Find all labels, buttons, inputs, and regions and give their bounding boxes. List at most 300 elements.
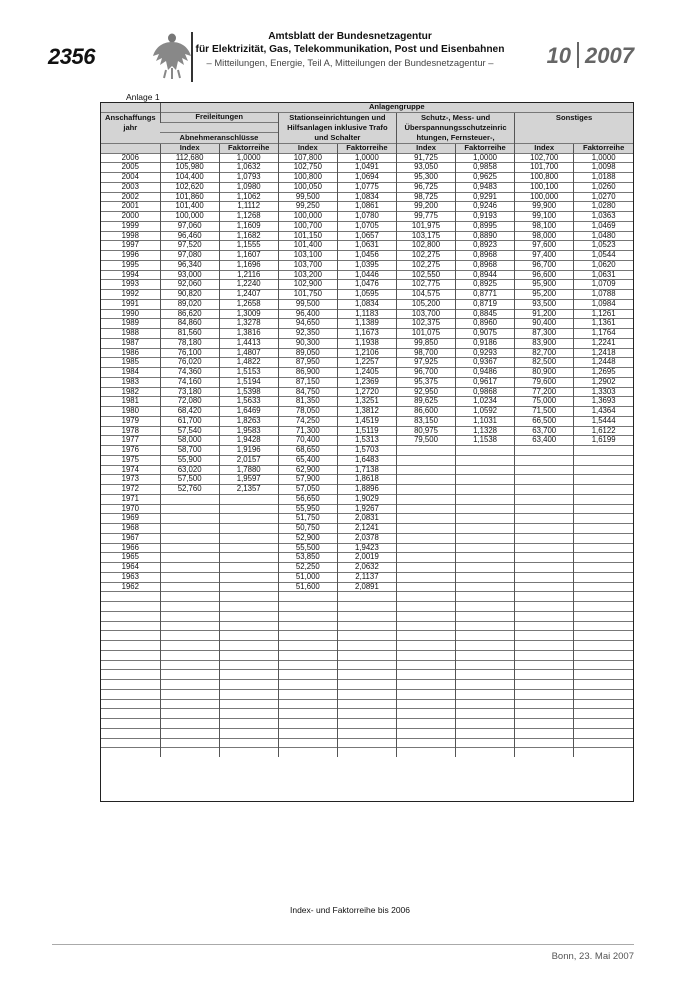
factor-cell: 0,9486 xyxy=(456,368,515,378)
factor-cell: 1,9428 xyxy=(219,436,278,446)
empty-cell xyxy=(574,699,633,709)
year-cell: 1993 xyxy=(101,280,160,290)
index-cell: 100,000 xyxy=(160,212,219,222)
table-row xyxy=(101,348,633,358)
subheader-index: Index xyxy=(515,143,574,153)
factor-cell xyxy=(456,582,515,592)
index-cell: 96,725 xyxy=(396,182,455,192)
empty-cell xyxy=(219,709,278,719)
index-cell: 50,750 xyxy=(278,524,337,534)
table-row xyxy=(101,182,633,192)
empty-cell xyxy=(396,670,455,680)
empty-cell xyxy=(219,699,278,709)
table-row xyxy=(101,260,633,270)
factor-cell: 1,0280 xyxy=(574,202,633,212)
factor-cell: 0,9367 xyxy=(456,358,515,368)
table-body xyxy=(101,153,633,757)
empty-cell xyxy=(219,602,278,612)
table-row xyxy=(101,387,633,397)
empty-cell xyxy=(219,611,278,621)
factor-cell: 1,2240 xyxy=(219,280,278,290)
factor-cell: 1,0793 xyxy=(219,173,278,183)
factor-cell: 1,4822 xyxy=(219,358,278,368)
index-cell: 97,400 xyxy=(515,251,574,261)
index-cell: 102,375 xyxy=(396,319,455,329)
index-cell: 99,100 xyxy=(515,212,574,222)
data-table xyxy=(101,103,633,757)
group3-line1: Schutz-, Mess- und xyxy=(420,112,491,122)
index-cell: 55,500 xyxy=(278,543,337,553)
empty-cell xyxy=(396,709,455,719)
table-row xyxy=(101,163,633,173)
empty-cell xyxy=(219,680,278,690)
index-cell: 82,500 xyxy=(515,358,574,368)
empty-cell xyxy=(515,602,574,612)
index-cell: 100,800 xyxy=(515,173,574,183)
index-cell: 84,860 xyxy=(160,319,219,329)
empty-cell xyxy=(337,748,396,757)
year-cell: 1971 xyxy=(101,494,160,504)
table-row xyxy=(101,338,633,348)
subheader-factor: Faktorreihe xyxy=(456,143,515,153)
index-cell: 74,250 xyxy=(278,416,337,426)
factor-cell: 1,0595 xyxy=(337,290,396,300)
empty-cell xyxy=(278,689,337,699)
index-cell: 70,400 xyxy=(278,436,337,446)
factor-cell: 1,2658 xyxy=(219,299,278,309)
index-cell xyxy=(160,524,219,534)
year-cell: 1997 xyxy=(101,241,160,251)
empty-cell xyxy=(337,631,396,641)
table-row xyxy=(101,582,633,592)
table-row xyxy=(101,563,633,573)
factor-cell xyxy=(574,553,633,563)
index-cell: 66,500 xyxy=(515,416,574,426)
factor-cell xyxy=(574,446,633,456)
factor-cell: 1,9267 xyxy=(337,504,396,514)
factor-cell xyxy=(456,553,515,563)
year-cell: 1979 xyxy=(101,416,160,426)
factor-cell xyxy=(219,582,278,592)
year-cell: 1986 xyxy=(101,348,160,358)
factor-cell: 0,9075 xyxy=(456,329,515,339)
index-cell: 91,725 xyxy=(396,153,455,163)
index-cell xyxy=(160,543,219,553)
factor-cell: 2,1241 xyxy=(337,524,396,534)
index-cell: 86,600 xyxy=(396,407,455,417)
factor-cell xyxy=(456,524,515,534)
empty-cell xyxy=(101,719,160,729)
index-cell xyxy=(396,485,455,495)
factor-cell: 1,1261 xyxy=(574,309,633,319)
factor-cell xyxy=(574,572,633,582)
index-cell: 57,900 xyxy=(278,475,337,485)
index-cell xyxy=(396,572,455,582)
empty-cell xyxy=(219,592,278,602)
index-cell xyxy=(515,514,574,524)
index-cell: 51,750 xyxy=(278,514,337,524)
empty-cell xyxy=(456,689,515,699)
index-cell: 102,275 xyxy=(396,260,455,270)
index-cell: 93,000 xyxy=(160,270,219,280)
empty-cell xyxy=(574,602,633,612)
index-cell xyxy=(160,494,219,504)
issue-number: 10 xyxy=(546,43,572,68)
factor-cell xyxy=(219,524,278,534)
empty-cell xyxy=(219,641,278,651)
index-cell: 96,700 xyxy=(396,368,455,378)
year-cell: 1991 xyxy=(101,299,160,309)
year-cell: 1967 xyxy=(101,533,160,543)
factor-cell: 1,3303 xyxy=(574,387,633,397)
factor-cell: 1,0363 xyxy=(574,212,633,222)
table-row xyxy=(101,543,633,553)
empty-cell xyxy=(456,748,515,757)
index-cell: 101,075 xyxy=(396,329,455,339)
subheader-factor: Faktorreihe xyxy=(574,143,633,153)
factor-cell: 1,1268 xyxy=(219,212,278,222)
empty-cell xyxy=(456,650,515,660)
factor-cell xyxy=(456,504,515,514)
year-cell: 2005 xyxy=(101,163,160,173)
publication-subtitle: – Mitteilungen, Energie, Teil A, Mitteilungen der Bundesnetzagentur – xyxy=(206,57,494,68)
factor-cell: 1,0523 xyxy=(574,241,633,251)
factor-cell: 1,6483 xyxy=(337,455,396,465)
table-row xyxy=(101,212,633,222)
index-cell: 101,750 xyxy=(278,290,337,300)
factor-cell: 1,0861 xyxy=(337,202,396,212)
factor-cell: 1,0476 xyxy=(337,280,396,290)
year-cell: 1973 xyxy=(101,475,160,485)
index-cell xyxy=(396,533,455,543)
year-cell: 1975 xyxy=(101,455,160,465)
factor-cell: 1,7138 xyxy=(337,465,396,475)
empty-cell xyxy=(574,728,633,738)
empty-cell xyxy=(278,670,337,680)
group3-line3: htungen, Fernsteuer-, xyxy=(416,132,495,142)
index-cell xyxy=(396,465,455,475)
index-cell: 63,700 xyxy=(515,426,574,436)
empty-cell xyxy=(574,592,633,602)
factor-cell xyxy=(574,465,633,475)
empty-cell xyxy=(160,602,219,612)
table-row xyxy=(101,290,633,300)
empty-cell xyxy=(101,611,160,621)
index-cell: 63,020 xyxy=(160,465,219,475)
factor-cell xyxy=(456,563,515,573)
index-cell: 104,400 xyxy=(160,173,219,183)
empty-cell xyxy=(574,641,633,651)
year-cell: 1998 xyxy=(101,231,160,241)
factor-cell: 1,5153 xyxy=(219,368,278,378)
empty-cell xyxy=(278,611,337,621)
empty-cell xyxy=(396,689,455,699)
index-cell: 84,750 xyxy=(278,387,337,397)
factor-cell: 1,1938 xyxy=(337,338,396,348)
index-cell: 57,050 xyxy=(278,485,337,495)
factor-cell xyxy=(456,455,515,465)
factor-cell: 1,0000 xyxy=(574,153,633,163)
table-row xyxy=(101,533,633,543)
table-row xyxy=(101,270,633,280)
table-row xyxy=(101,465,633,475)
empty-cell xyxy=(101,602,160,612)
subheader-factor: Faktorreihe xyxy=(219,143,278,153)
footer-rule xyxy=(52,944,634,945)
factor-cell: 1,1682 xyxy=(219,231,278,241)
index-cell: 101,400 xyxy=(160,202,219,212)
index-cell xyxy=(160,553,219,563)
empty-cell xyxy=(278,719,337,729)
index-cell: 79,500 xyxy=(396,436,455,446)
factor-cell: 1,5398 xyxy=(219,387,278,397)
empty-cell xyxy=(337,689,396,699)
empty-cell xyxy=(160,699,219,709)
issue-label xyxy=(547,42,634,69)
factor-cell: 2,0378 xyxy=(337,533,396,543)
index-cell xyxy=(396,494,455,504)
empty-row xyxy=(101,680,633,690)
page-number: 2356 xyxy=(48,44,95,69)
factor-cell: 1,0788 xyxy=(574,290,633,300)
empty-cell xyxy=(101,689,160,699)
index-cell: 71,500 xyxy=(515,407,574,417)
empty-cell xyxy=(278,738,337,748)
factor-cell: 1,0234 xyxy=(456,397,515,407)
empty-cell xyxy=(278,699,337,709)
year-cell: 1987 xyxy=(101,338,160,348)
year-cell: 2001 xyxy=(101,202,160,212)
empty-row xyxy=(101,689,633,699)
factor-cell xyxy=(456,543,515,553)
index-cell xyxy=(515,475,574,485)
year-cell: 1968 xyxy=(101,524,160,534)
year-cell: 1999 xyxy=(101,221,160,231)
factor-cell: 1,1555 xyxy=(219,241,278,251)
factor-cell xyxy=(456,465,515,475)
group2-line3: und Schalter xyxy=(314,132,361,142)
index-cell: 63,400 xyxy=(515,436,574,446)
empty-cell xyxy=(101,670,160,680)
table-row xyxy=(101,358,633,368)
factor-cell: 1,0098 xyxy=(574,163,633,173)
table-row xyxy=(101,514,633,524)
empty-cell xyxy=(574,738,633,748)
index-cell: 91,200 xyxy=(515,309,574,319)
year-cell: 1964 xyxy=(101,563,160,573)
factor-cell: 0,8995 xyxy=(456,221,515,231)
index-cell: 52,760 xyxy=(160,485,219,495)
empty-cell xyxy=(396,719,455,729)
index-cell: 99,775 xyxy=(396,212,455,222)
factor-cell: 1,4519 xyxy=(337,416,396,426)
index-cell: 51,600 xyxy=(278,582,337,592)
empty-cell xyxy=(278,602,337,612)
empty-row xyxy=(101,631,633,641)
factor-cell: 1,9029 xyxy=(337,494,396,504)
factor-cell: 1,3812 xyxy=(337,407,396,417)
factor-cell: 1,2257 xyxy=(337,358,396,368)
table-row xyxy=(101,504,633,514)
subheader-index: Index xyxy=(278,143,337,153)
empty-cell xyxy=(515,621,574,631)
index-cell: 107,800 xyxy=(278,153,337,163)
index-cell xyxy=(515,543,574,553)
index-cell xyxy=(396,553,455,563)
table-caption: Index- und Faktorreihe bis 2006 xyxy=(289,905,411,915)
factor-cell: 1,3693 xyxy=(574,397,633,407)
index-cell: 90,820 xyxy=(160,290,219,300)
index-cell: 95,375 xyxy=(396,377,455,387)
factor-cell: 1,0775 xyxy=(337,182,396,192)
table-row xyxy=(101,397,633,407)
subheader-index: Index xyxy=(396,143,455,153)
factor-cell: 1,0000 xyxy=(219,153,278,163)
factor-cell xyxy=(219,514,278,524)
empty-cell xyxy=(278,748,337,757)
empty-cell xyxy=(456,592,515,602)
year-cell: 1963 xyxy=(101,572,160,582)
empty-cell xyxy=(456,670,515,680)
empty-cell xyxy=(456,728,515,738)
index-cell: 55,950 xyxy=(278,504,337,514)
year-cell: 1984 xyxy=(101,368,160,378)
index-cell: 89,020 xyxy=(160,299,219,309)
index-cell: 62,900 xyxy=(278,465,337,475)
empty-cell xyxy=(574,719,633,729)
index-cell xyxy=(515,533,574,543)
empty-cell xyxy=(337,670,396,680)
index-cell: 55,900 xyxy=(160,455,219,465)
empty-cell xyxy=(219,670,278,680)
factor-cell xyxy=(219,494,278,504)
empty-cell xyxy=(101,748,160,757)
factor-cell xyxy=(574,533,633,543)
index-cell: 83,900 xyxy=(515,338,574,348)
factor-cell: 1,0709 xyxy=(574,280,633,290)
empty-cell xyxy=(101,728,160,738)
index-cell: 112,680 xyxy=(160,153,219,163)
empty-row xyxy=(101,641,633,651)
table-row xyxy=(101,446,633,456)
index-cell xyxy=(160,572,219,582)
index-cell: 87,950 xyxy=(278,358,337,368)
factor-cell: 1,0480 xyxy=(574,231,633,241)
factor-cell: 0,8925 xyxy=(456,280,515,290)
empty-cell xyxy=(396,699,455,709)
factor-cell xyxy=(574,504,633,514)
empty-cell xyxy=(337,728,396,738)
year-cell: 1962 xyxy=(101,582,160,592)
factor-cell: 0,8890 xyxy=(456,231,515,241)
factor-cell: 1,1112 xyxy=(219,202,278,212)
index-cell: 95,300 xyxy=(396,173,455,183)
index-cell: 71,300 xyxy=(278,426,337,436)
year-cell: 1966 xyxy=(101,543,160,553)
empty-cell xyxy=(160,670,219,680)
factor-cell: 1,0395 xyxy=(337,260,396,270)
index-cell: 79,600 xyxy=(515,377,574,387)
empty-row xyxy=(101,660,633,670)
empty-cell xyxy=(101,699,160,709)
empty-cell xyxy=(160,641,219,651)
empty-cell xyxy=(160,728,219,738)
empty-cell xyxy=(337,719,396,729)
empty-cell xyxy=(337,680,396,690)
factor-cell xyxy=(574,494,633,504)
empty-cell xyxy=(101,592,160,602)
factor-cell: 2,0019 xyxy=(337,553,396,563)
year-cell: 1982 xyxy=(101,387,160,397)
factor-cell: 2,0157 xyxy=(219,455,278,465)
empty-cell xyxy=(456,611,515,621)
empty-cell xyxy=(101,680,160,690)
empty-cell xyxy=(515,631,574,641)
empty-cell xyxy=(574,621,633,631)
empty-cell xyxy=(160,689,219,699)
index-cell: 100,800 xyxy=(278,173,337,183)
factor-cell: 1,9583 xyxy=(219,426,278,436)
empty-cell xyxy=(219,660,278,670)
factor-cell: 1,4364 xyxy=(574,407,633,417)
index-cell: 97,520 xyxy=(160,241,219,251)
year-cell: 1996 xyxy=(101,251,160,261)
index-cell: 97,600 xyxy=(515,241,574,251)
empty-cell xyxy=(278,728,337,738)
index-cell: 102,620 xyxy=(160,182,219,192)
empty-cell xyxy=(396,631,455,641)
empty-cell xyxy=(337,660,396,670)
table-row xyxy=(101,192,633,202)
empty-cell xyxy=(219,650,278,660)
index-cell xyxy=(160,533,219,543)
index-cell: 98,000 xyxy=(515,231,574,241)
factor-cell xyxy=(219,533,278,543)
group1-subheader: Abnehmeranschlüsse xyxy=(160,133,278,143)
factor-cell: 1,0270 xyxy=(574,192,633,202)
factor-cell: 0,9625 xyxy=(456,173,515,183)
empty-cell xyxy=(456,699,515,709)
empty-cell xyxy=(337,592,396,602)
factor-cell: 1,2418 xyxy=(574,348,633,358)
empty-cell xyxy=(160,660,219,670)
table-row xyxy=(101,426,633,436)
factor-cell: 1,2106 xyxy=(337,348,396,358)
empty-cell xyxy=(574,631,633,641)
factor-cell: 1,6469 xyxy=(219,407,278,417)
factor-cell: 1,6122 xyxy=(574,426,633,436)
factor-cell xyxy=(456,494,515,504)
table-row xyxy=(101,572,633,582)
factor-cell: 1,0631 xyxy=(337,241,396,251)
empty-cell xyxy=(396,641,455,651)
factor-cell: 0,9293 xyxy=(456,348,515,358)
factor-cell xyxy=(456,533,515,543)
empty-cell xyxy=(160,650,219,660)
table-row xyxy=(101,173,633,183)
factor-cell: 1,8896 xyxy=(337,485,396,495)
factor-cell xyxy=(574,514,633,524)
index-cell xyxy=(396,514,455,524)
index-cell: 76,020 xyxy=(160,358,219,368)
factor-cell: 1,1696 xyxy=(219,260,278,270)
empty-cell xyxy=(337,650,396,660)
empty-cell xyxy=(160,611,219,621)
factor-cell: 1,0260 xyxy=(574,182,633,192)
index-cell: 99,500 xyxy=(278,299,337,309)
table-row xyxy=(101,553,633,563)
table-row xyxy=(101,309,633,319)
